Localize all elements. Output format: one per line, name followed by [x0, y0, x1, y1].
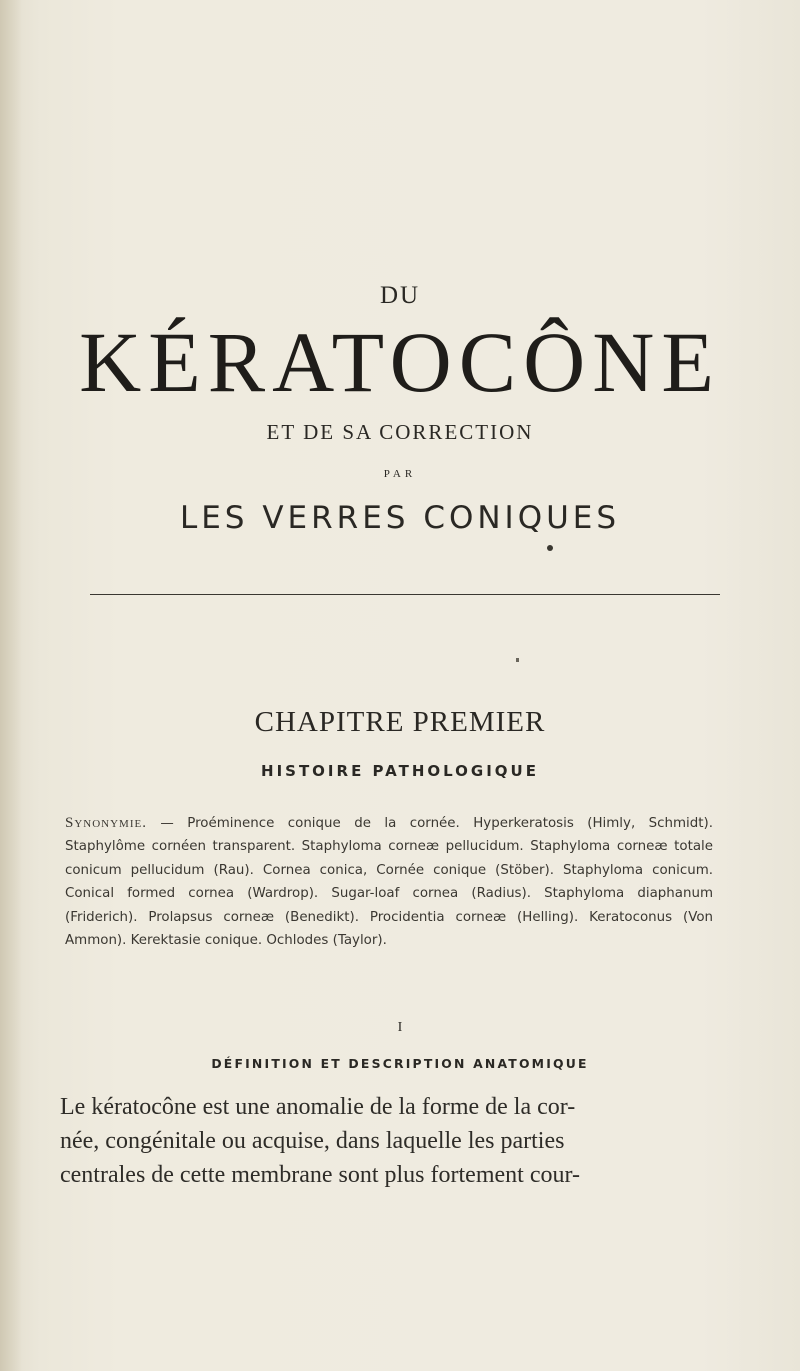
synonymie-text: — Proéminence conique de la cornée. Hyperkeratosis (Himly, Schmidt). Staphylôme cornéen transparent. Staphyloma corneæ pellucidum. Staphyloma corneæ totale conicum pellucidum (Rau). Cornea conica, Cornée conique (Stöber). Staphyloma conicum. Conical formed cornea (Wardrop). Sugar-loaf cornea (Radius). Staphyloma diaphanum (Friderich). Prolapsus corneæ (Benedikt). Procidentia corneæ (Helling). Keratoconus (Von Ammon). Kerektasie conique. Ochlodes (Taylor).	[65, 816, 713, 949]
subtitle: ET DE SA CORRECTION	[266, 420, 534, 444]
body-line: centrales de cette membrane sont plus fortement cour-	[60, 1162, 580, 1188]
binding-shadow	[0, 0, 22, 1371]
title-par: PAR	[383, 468, 417, 480]
second-title: LES VERRES CONIQUES	[179, 500, 621, 536]
horizontal-rule	[90, 594, 720, 595]
chapter-heading: CHAPITRE PREMIER	[254, 706, 546, 738]
section-heading: HISTOIRE PATHOLOGIQUE	[261, 762, 539, 780]
ornament-dot	[547, 545, 553, 551]
body-line: née, congénitale ou acquise, dans laquelle les parties	[60, 1128, 565, 1154]
body-paragraph	[60, 1090, 720, 1192]
synonymie-paragraph	[65, 812, 713, 952]
part-heading: DÉFINITION ET DESCRIPTION ANATOMIQUE	[211, 1056, 589, 1071]
print-speck	[516, 658, 519, 662]
synonymie-lead: Synonymie.	[65, 815, 147, 831]
body-line: Le kératocône est une anomalie de la forme de la cor-	[60, 1094, 576, 1120]
title-du: DU	[379, 282, 421, 309]
part-numeral: I	[397, 1020, 403, 1035]
main-title: KÉRATOCÔNE	[79, 314, 721, 410]
